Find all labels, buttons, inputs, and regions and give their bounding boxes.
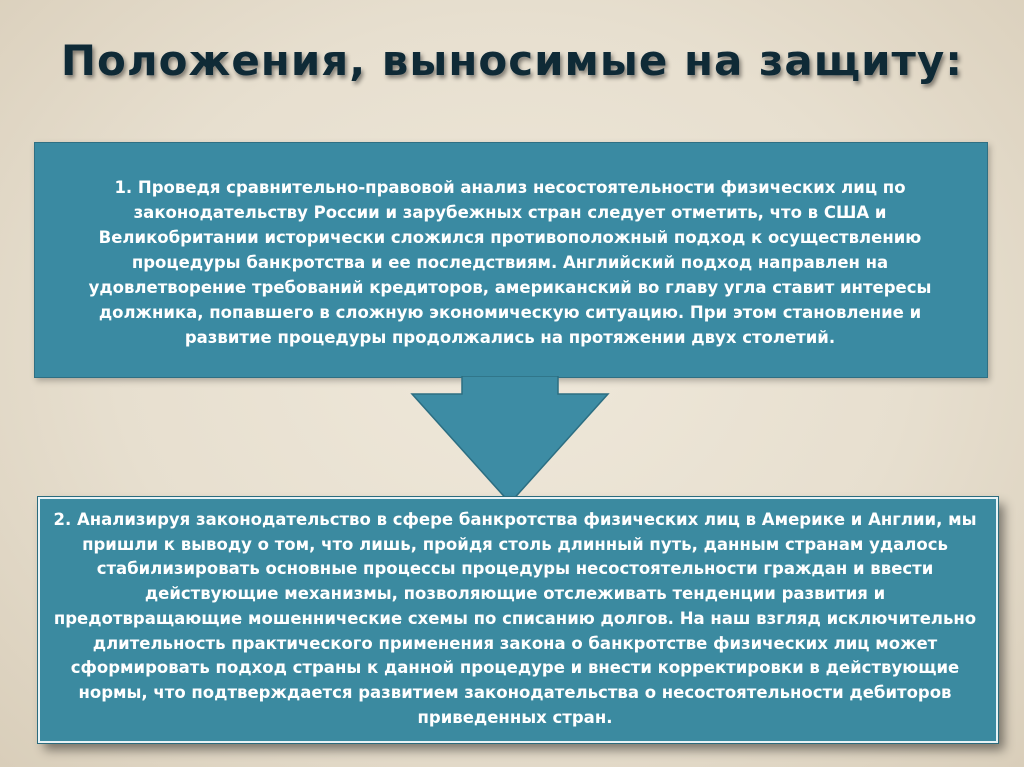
point-2-text: 2. Анализируя законодательство в сфере банкротства физических лиц в Америке и Англии, мы пришли к выводу о том, что лишь, пройдя столь длинный путь, данным странам удалось стабилизировать основные процессы процедуры несостоятельности граждан и ввести действующие механизмы, позволяющие отслеживать тенденции развития и предотвращающие мошеннические схемы по списанию долгов. На наш взгляд исключительно длительность практического применения закона о банкротстве физических лиц может сформировать подход страны к данной процедуре и внести корректировки в действующие нормы, что подтверждается развитием законодательства о несостоятельности дебиторов приведенных стран. bbox=[53, 510, 977, 727]
point-1-text: 1. Проведя сравнительно-правовой анализ несостоятельности физических лиц по законодательству России и зарубежных стран следует отметить, что в США и Великобритании исторически сложился противоположный подход к осуществлению процедуры банкротства и ее последствиям. Английский подход направлен на удовлетворение требований кредиторов, американский во главу угла ставит интересы должника, попавшего в сложную экономическую ситуацию. При этом становление и развитие процедуры продолжались на протяжении двух столетий. bbox=[88, 178, 932, 347]
slide-title: Положения, выносимые на защиту: bbox=[60, 36, 964, 85]
down-arrow-icon bbox=[410, 376, 610, 504]
